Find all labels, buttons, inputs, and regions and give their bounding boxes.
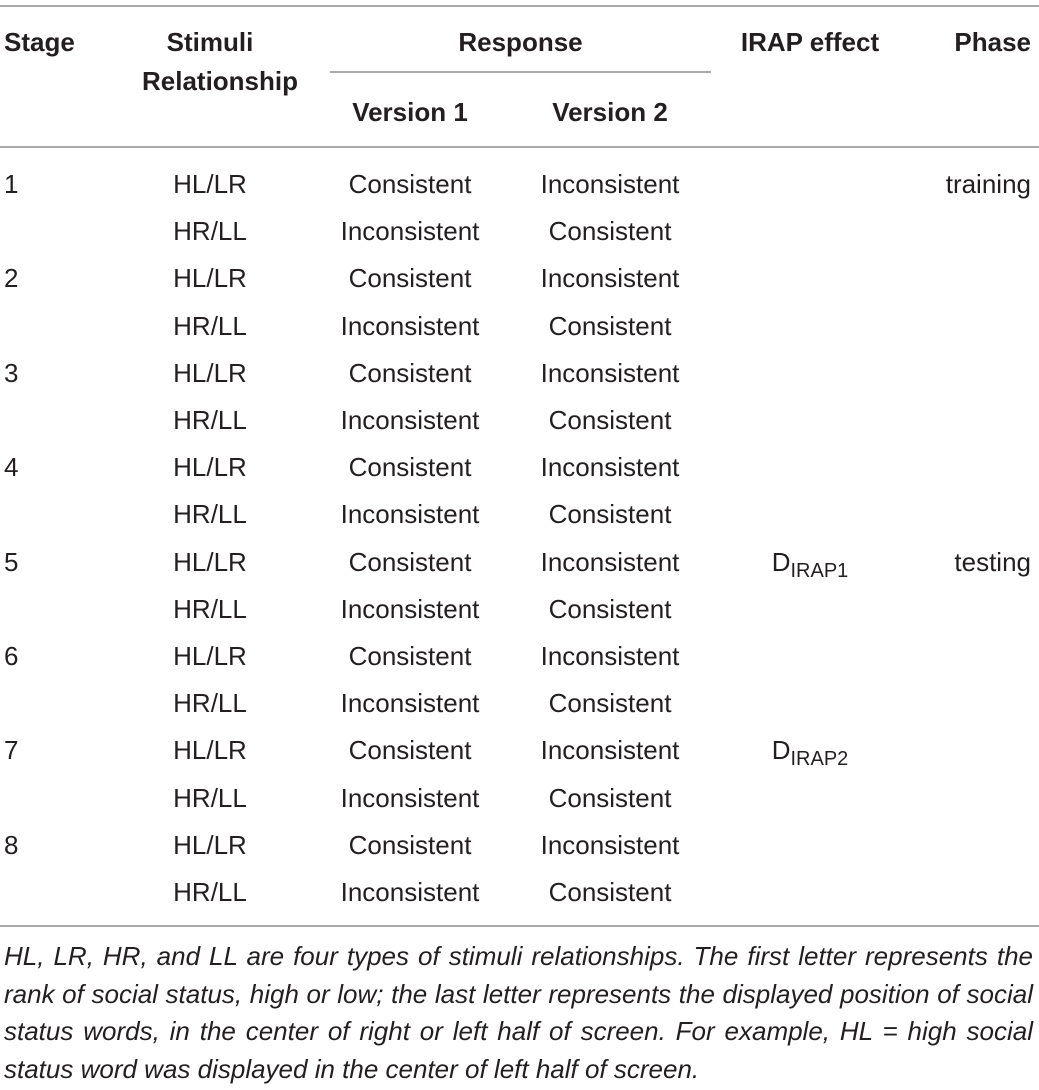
header-bottom-rule	[0, 146, 1039, 148]
cell-relationship: HR/LL	[173, 877, 247, 907]
cell-version1: Inconsistent	[340, 594, 480, 624]
cell-relationship: HL/LR	[173, 830, 247, 860]
cell-version1: Inconsistent	[340, 405, 480, 435]
cell-stage: 6	[4, 641, 19, 671]
header-response: Response	[458, 27, 583, 57]
cell-version1: Consistent	[348, 547, 472, 577]
cell-relationship: HL/LR	[173, 169, 247, 199]
cell-version2: Inconsistent	[540, 547, 680, 577]
cell-relationship: HR/LL	[173, 783, 247, 813]
cell-relationship: HL/LR	[173, 452, 247, 482]
cell-version1: Consistent	[348, 830, 472, 860]
cell-version2: Inconsistent	[540, 358, 680, 388]
cell-version2: Consistent	[548, 405, 672, 435]
cell-version2: Consistent	[548, 216, 672, 246]
cell-version2: Consistent	[548, 783, 672, 813]
header-stimuli-line1: Stimuli	[166, 27, 254, 57]
header-stage: Stage	[4, 27, 75, 57]
cell-version1: Inconsistent	[340, 688, 480, 718]
cell-relationship: HR/LL	[173, 311, 247, 341]
cell-stage: 1	[4, 169, 19, 199]
cell-irap-effect	[720, 546, 900, 587]
cell-version2: Consistent	[548, 877, 672, 907]
cell-version2: Inconsistent	[540, 169, 680, 199]
cell-stage: 2	[4, 263, 19, 293]
cell-version2: Inconsistent	[540, 641, 680, 671]
cell-stage: 8	[4, 830, 19, 860]
cell-stage: 7	[4, 735, 19, 765]
response-subheader-rule	[330, 71, 711, 73]
header-version2: Version 2	[552, 97, 668, 127]
cell-version1: Inconsistent	[340, 783, 480, 813]
cell-version1: Consistent	[348, 263, 472, 293]
irap-subscript: IRAP1	[790, 560, 849, 582]
table-top-rule	[0, 5, 1039, 7]
irap-symbol: D	[771, 547, 791, 577]
cell-version2: Inconsistent	[540, 830, 680, 860]
cell-stage: 5	[4, 547, 19, 577]
cell-version1: Consistent	[348, 358, 472, 388]
cell-relationship: HR/LL	[173, 405, 247, 435]
header-version1: Version 1	[352, 97, 468, 127]
cell-version1: Inconsistent	[340, 216, 480, 246]
cell-relationship: HR/LL	[173, 688, 247, 718]
cell-version2: Consistent	[548, 688, 672, 718]
cell-version1: Consistent	[348, 735, 472, 765]
cell-relationship: HR/LL	[173, 216, 247, 246]
cell-version1: Inconsistent	[340, 311, 480, 341]
cell-version1: Consistent	[348, 169, 472, 199]
cell-version2: Inconsistent	[540, 735, 680, 765]
header-stimuli-line2: Relationship	[141, 66, 298, 96]
cell-relationship: HR/LL	[173, 499, 247, 529]
header-irap-effect: IRAP effect	[740, 27, 880, 57]
irap-symbol: D	[771, 735, 791, 765]
cell-relationship: HR/LL	[173, 594, 247, 624]
cell-version1: Consistent	[348, 452, 472, 482]
table-bottom-rule	[0, 925, 1039, 927]
cell-relationship: HL/LR	[173, 358, 247, 388]
cell-version2: Inconsistent	[540, 263, 680, 293]
table-footnote: HL, LR, HR, and LL are four types of stimuli relationships. The first letter represents the rank of social status, high or low; the last letter represents the displayed position of social status words, in the center of right or left half of screen. For example, HL = high social status word was displayed in the center of left half of screen.	[4, 941, 1033, 1084]
cell-phase: training	[945, 169, 1031, 199]
cell-stage: 4	[4, 452, 19, 482]
cell-version2: Consistent	[548, 594, 672, 624]
header-phase: Phase	[954, 27, 1031, 57]
cell-relationship: HL/LR	[173, 547, 247, 577]
cell-version1: Inconsistent	[340, 499, 480, 529]
cell-version1: Consistent	[348, 641, 472, 671]
cell-irap-effect	[720, 734, 900, 775]
irap-subscript: IRAP2	[790, 748, 849, 770]
cell-relationship: HL/LR	[173, 641, 247, 671]
cell-version2: Consistent	[548, 311, 672, 341]
cell-stage: 3	[4, 358, 19, 388]
cell-relationship: HL/LR	[173, 263, 247, 293]
cell-phase: testing	[954, 547, 1031, 577]
cell-version1: Inconsistent	[340, 877, 480, 907]
cell-version2: Consistent	[548, 499, 672, 529]
cell-relationship: HL/LR	[173, 735, 247, 765]
cell-version2: Inconsistent	[540, 452, 680, 482]
